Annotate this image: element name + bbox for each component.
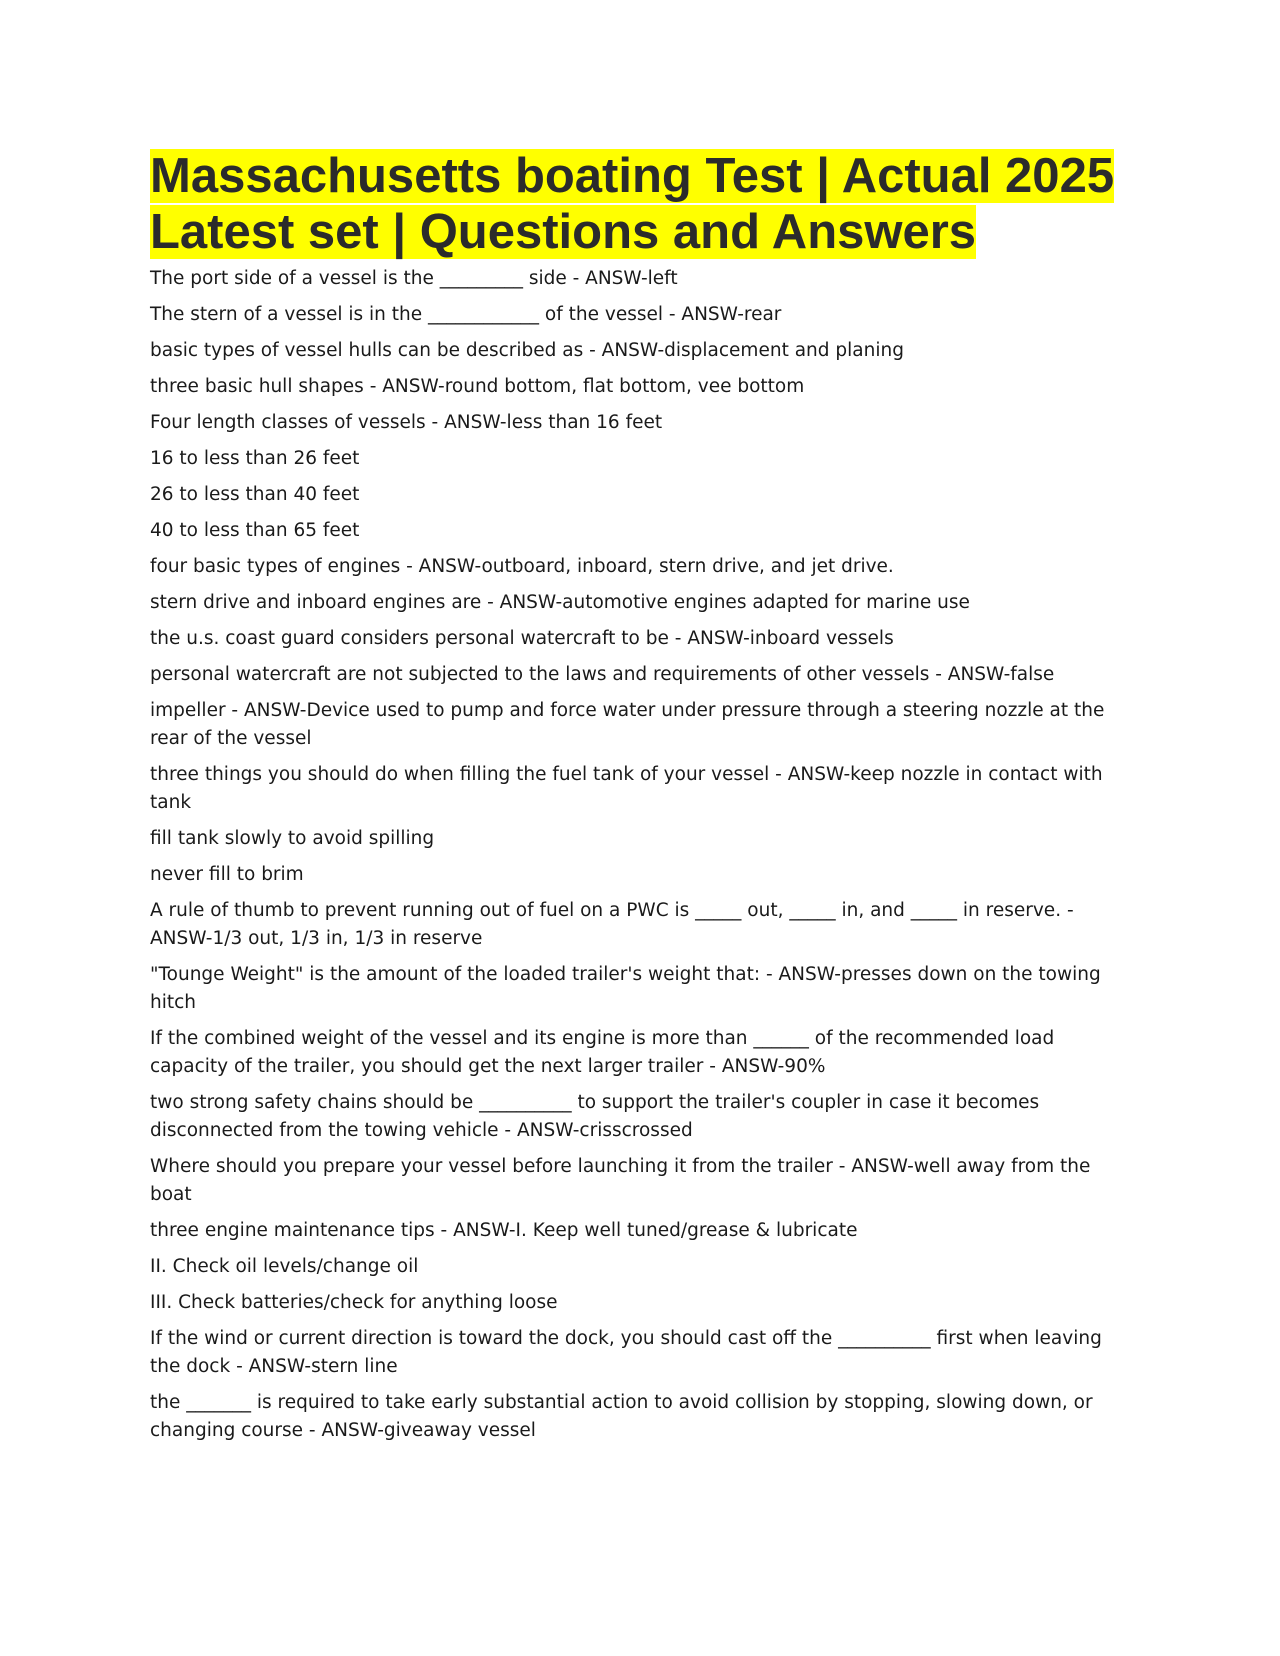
- document-body: [150, 265, 1130, 1453]
- body-line-13: impeller - ANSW-Device used to pump and force water under pressure through a steering nozzle at the rear of the vessel: [150, 700, 1105, 749]
- body-line-3: basic types of vessel hulls can be described as - ANSW-displacement and planing: [150, 340, 904, 361]
- body-line-24: III. Check batteries/check for anything loose: [150, 1292, 558, 1313]
- document-title: [150, 148, 1150, 260]
- body-line-26: the _______ is required to take early substantial action to avoid collision by stopping, slowing down, or changing course - ANSW-giveaway vessel: [150, 1392, 1093, 1441]
- body-line-4: three basic hull shapes - ANSW-round bottom, flat bottom, vee bottom: [150, 376, 805, 397]
- body-line-22: three engine maintenance tips - ANSW-I. Keep well tuned/grease & lubricate: [150, 1220, 858, 1241]
- body-line-23: II. Check oil levels/change oil: [150, 1256, 419, 1277]
- body-line-5: Four length classes of vessels - ANSW-less than 16 feet: [150, 412, 663, 433]
- body-line-2: The stern of a vessel is in the ____________ of the vessel - ANSW-rear: [150, 304, 782, 325]
- body-line-19: If the combined weight of the vessel and its engine is more than ______ of the recommended load capacity of the trailer, you should get the next larger trailer - ANSW-90%: [150, 1028, 1055, 1077]
- body-line-21: Where should you prepare your vessel before launching it from the trailer - ANSW-well away from the boat: [150, 1156, 1091, 1205]
- body-line-25: If the wind or current direction is toward the dock, you should cast off the __________ first when leaving the dock - ANSW-stern line: [150, 1328, 1102, 1377]
- body-line-8: 40 to less than 65 feet: [150, 520, 360, 541]
- body-line-11: the u.s. coast guard considers personal watercraft to be - ANSW-inboard vessels: [150, 628, 894, 649]
- document-title-text: Massachusetts boating Test | Actual 2025 Latest set | Questions and Answers: [150, 149, 1115, 259]
- body-line-7: 26 to less than 40 feet: [150, 484, 360, 505]
- body-line-16: never fill to brim: [150, 864, 304, 885]
- body-line-20: two strong safety chains should be __________ to support the trailer's coupler in case it becomes disconnected from the towing vehicle - ANSW-crisscrossed: [150, 1092, 1040, 1141]
- body-line-18: "Tounge Weight" is the amount of the loaded trailer's weight that: - ANSW-presses down on the towing hitch: [150, 964, 1101, 1013]
- body-line-9: four basic types of engines - ANSW-outboard, inboard, stern drive, and jet drive.: [150, 556, 894, 577]
- body-line-6: 16 to less than 26 feet: [150, 448, 360, 469]
- body-line-12: personal watercraft are not subjected to the laws and requirements of other vessels - ANSW-false: [150, 664, 1055, 685]
- body-line-14: three things you should do when filling the fuel tank of your vessel - ANSW-keep nozzle in contact with tank: [150, 764, 1103, 813]
- body-line-1: The port side of a vessel is the _________ side - ANSW-left: [150, 268, 678, 289]
- body-line-17: A rule of thumb to prevent running out of fuel on a PWC is _____ out, _____ in, and _____ in reserve. - ANSW-1/3 out, 1/3 in, 1/3 in reserve: [150, 900, 1074, 949]
- body-line-10: stern drive and inboard engines are - ANSW-automotive engines adapted for marine use: [150, 592, 970, 613]
- body-line-15: fill tank slowly to avoid spilling: [150, 828, 435, 849]
